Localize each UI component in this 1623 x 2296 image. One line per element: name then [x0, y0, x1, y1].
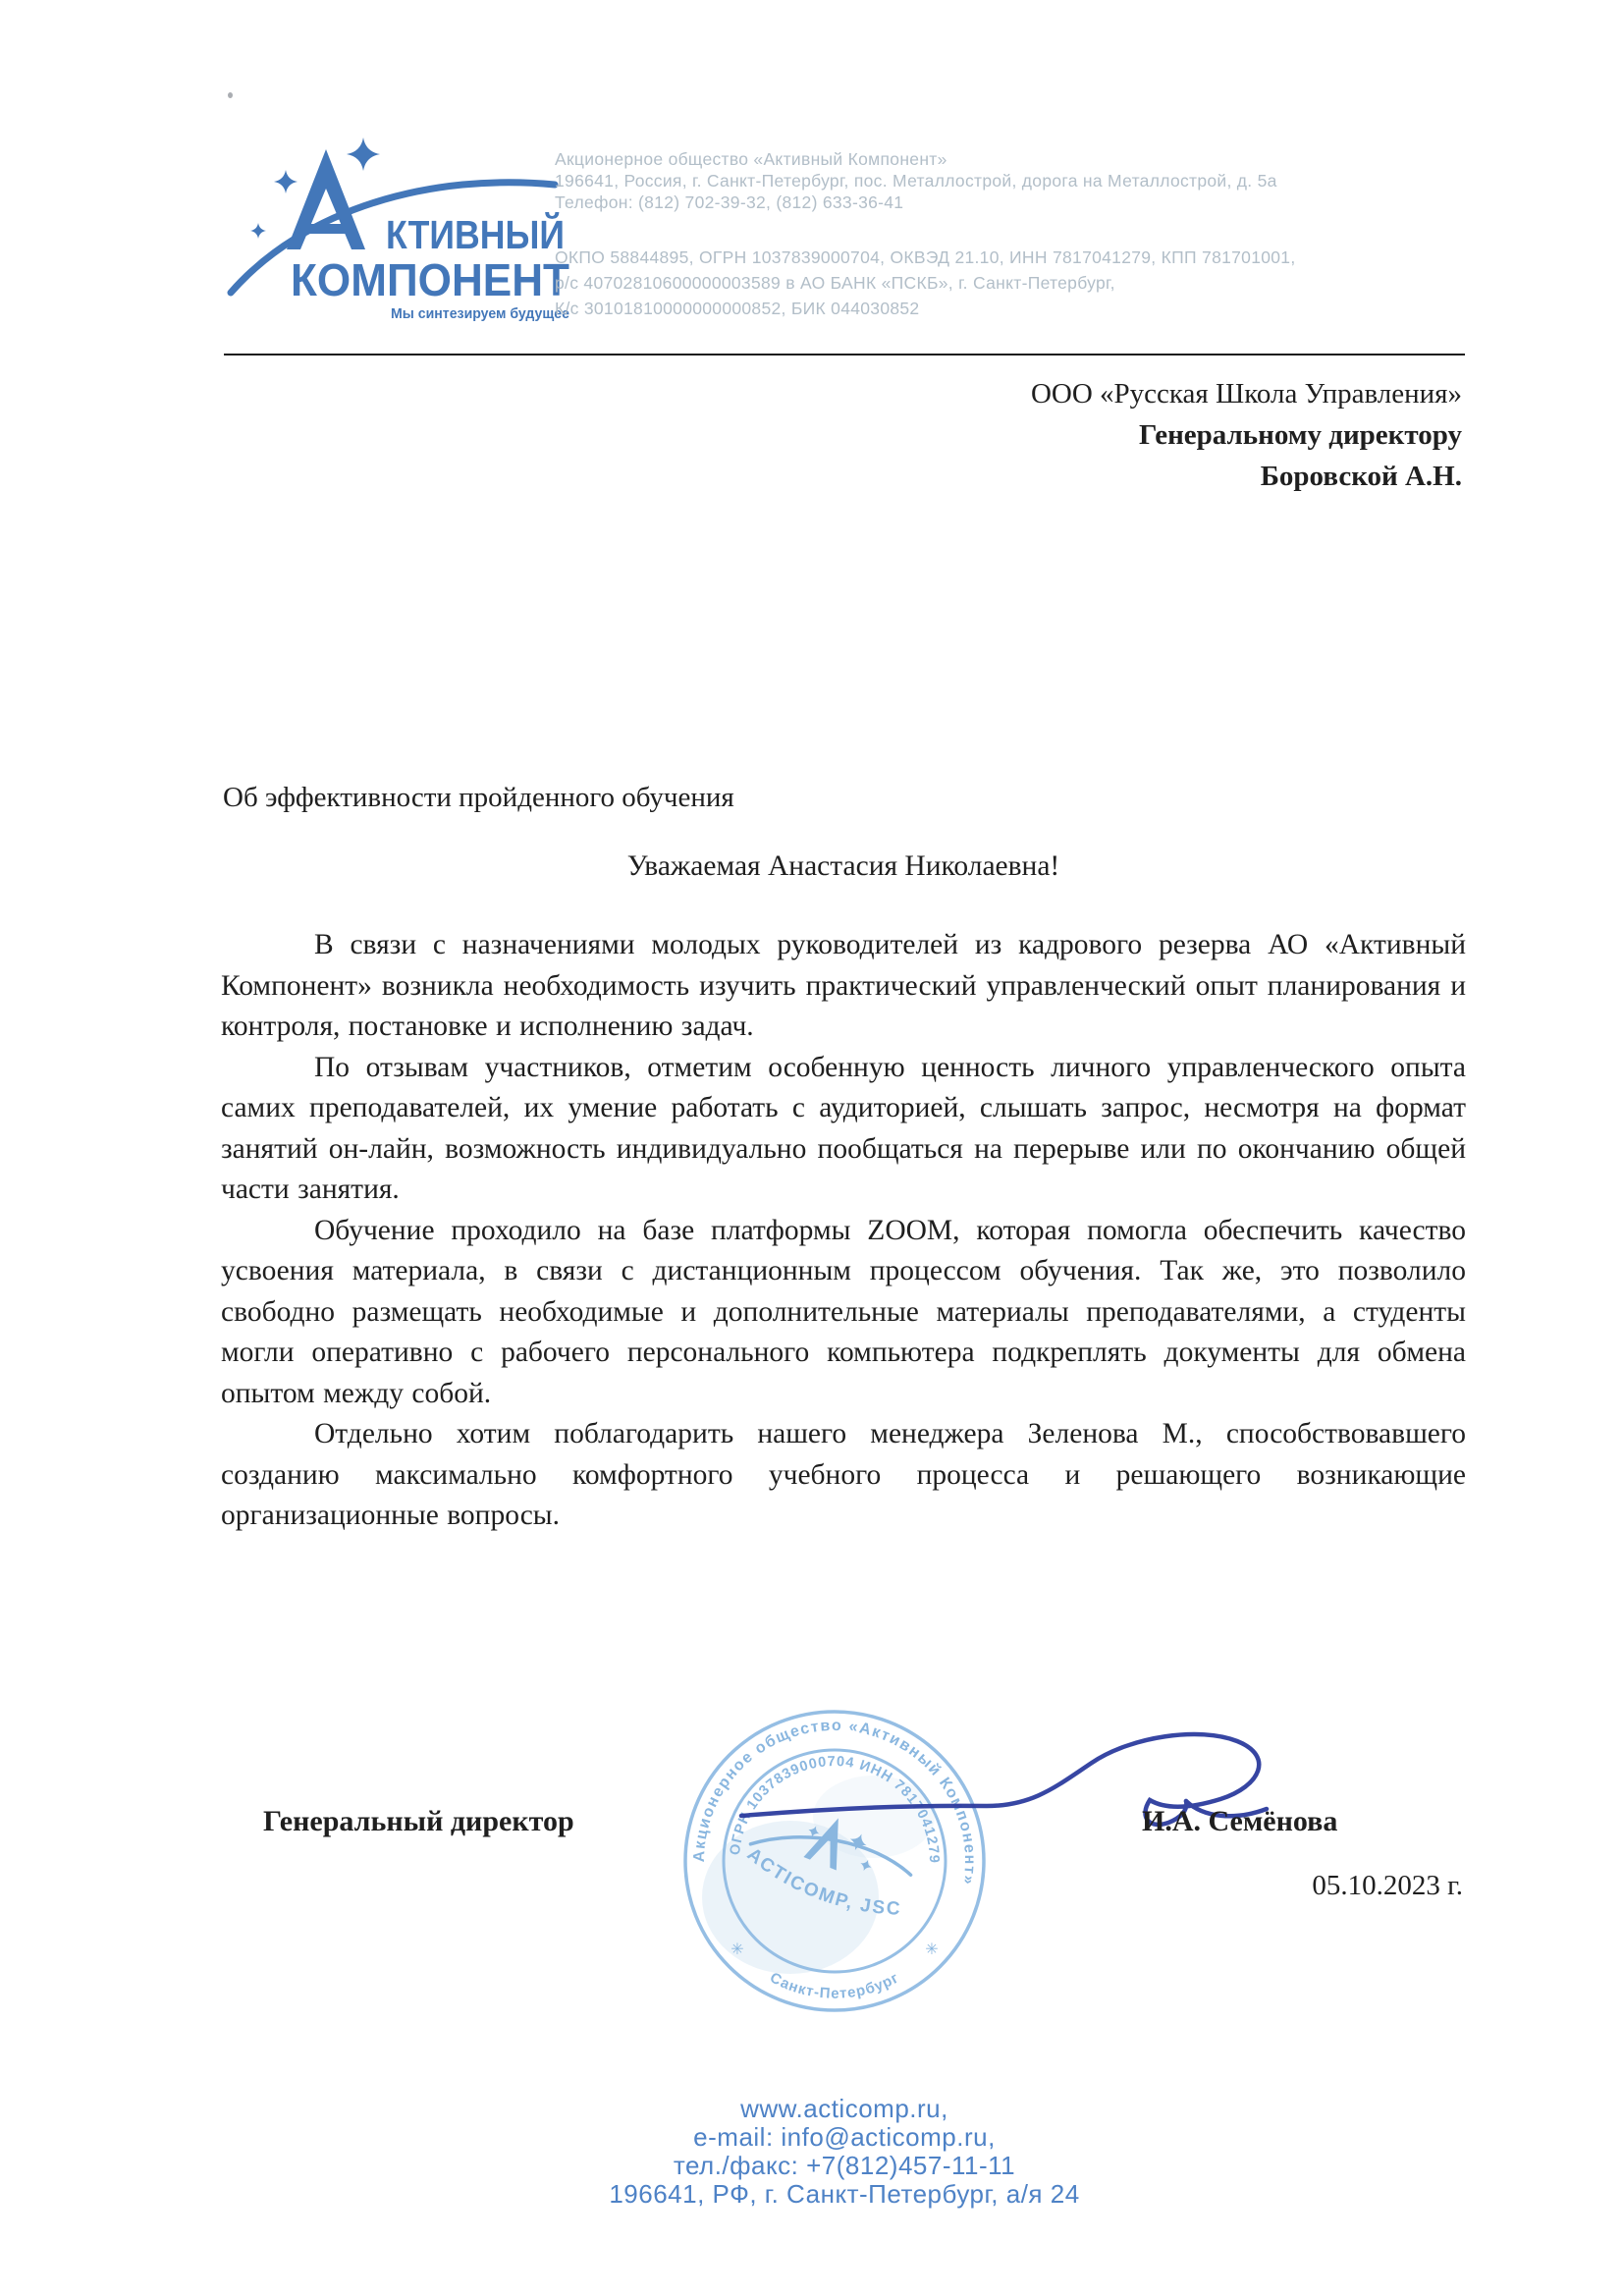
company-logo [147, 98, 579, 329]
salutation: Уважаемая Анастасия Николаевна! [626, 850, 1060, 882]
stamp-inner-text: ОГРН 1037839000704 ИНН 7817041279 [728, 1753, 943, 1865]
footer-address: 196641, РФ, г. Санкт-Петербург, а/я 24 [609, 2179, 1080, 2209]
footer-phone: тел./факс: +7(812)457-11-11 [673, 2151, 1016, 2180]
company-info-block [555, 148, 1277, 213]
body-paragraph: Обучение проходило на базе платформы ZOOM, которая помогла обеспечить качество усвоения материала, в связи с дистанционным процессом обучения. Так же, это позволило свободно размещать необходимые и дополнительные материалы преподавателями, а студенты могли оперативно с рабочего персонального компьютера подкреплять документы для обмена опытом между собой. [221, 1214, 1466, 1409]
stamp-ring-text-top: Акционерное общество «Активный Компонент» [690, 1717, 979, 1887]
company-requisites-line: ОКПО 58844895, ОГРН 1037839000704, ОКВЭД 21.10, ИНН 7817041279, КПП 781701001, [555, 247, 1296, 267]
logo-letter-a-crossbar [298, 224, 353, 234]
recipient-company: ООО «Русская Школа Управления» [1030, 378, 1462, 410]
logo-star-icon [347, 137, 380, 171]
logo-letter-a-icon [287, 149, 365, 249]
company-info-line: 196641, Россия, г. Санкт-Петербург, пос. Металлострой, дорога на Металлострой, д. 5а [555, 171, 1277, 191]
recipient-block [1031, 373, 1462, 497]
company-requisites-line: р/с 40702810600000003589 в АО БАНК «ПСКБ», г. Санкт-Петербург, [555, 273, 1115, 293]
stamp-ring-text-bottom: Санкт-Петербург [767, 1969, 902, 2002]
header-divider-line [224, 354, 1465, 355]
logo-wordmark-bottom: КОМПОНЕНТ [291, 254, 569, 305]
stamp-center-text: ACTICOMP, JSC [742, 1843, 902, 1920]
footer-block [422, 2095, 1267, 2209]
logo-star-icon [274, 170, 298, 193]
letter-body [221, 925, 1466, 1537]
body-paragraph: В связи с назначениями молодых руководителей из кадрового резерва АО «Активный Компонент» возникла необходимость изучить практический управленческий опыт планирования и контроля, постановке и исполнению задач. [221, 929, 1466, 1042]
company-requisites-line: К/с 30101810000000000852, БИК 044030852 [555, 299, 920, 318]
logo-tagline: Мы синтезируем будущее [391, 306, 569, 322]
body-paragraph: По отзывам участников, отметим особенную ценность личного управленческого опыта самих преподавателей, их умение работать с аудиторией, слышать запрос, несмотря на формат занятий он-лайн, возможность индивидуально пообщаться на перерыве или по окончанию общей части занятия. [221, 1051, 1466, 1205]
subject-line: Об эффективности пройденного обучения [223, 782, 734, 813]
footer-website: www.acticomp.ru, [740, 2094, 948, 2123]
logo-wordmark-top: КТИВНЫЙ [386, 212, 565, 257]
footer-email: e-mail: info@acticomp.ru, [693, 2122, 996, 2152]
signature-title: Генеральный директор [263, 1805, 574, 1837]
company-info-line: Телефон: (812) 702-39-32, (812) 633-36-41 [555, 192, 904, 212]
signature-name: И.А. Семёнова [1142, 1805, 1338, 1837]
company-requisites-block [555, 245, 1296, 321]
recipient-name: Боровской А.Н. [1260, 461, 1462, 492]
recipient-position: Генеральному директору [1138, 419, 1462, 451]
svg-text:Санкт-Петербург [767, 1969, 901, 2001]
stamp-asterisk: ✳ [925, 1941, 939, 1958]
stamp-asterisk: ✳ [730, 1941, 744, 1958]
body-paragraph: Отдельно хотим поблагодарить нашего менеджера Зеленова М., способствовавшего созданию максимально комфортного учебного процесса и решающего возникающие организационные вопросы. [221, 1418, 1466, 1531]
company-info-line: Акционерное общество «Активный Компонент» [555, 149, 947, 169]
pen-signature [687, 1723, 1316, 1881]
signature-date: 05.10.2023 г. [1312, 1870, 1463, 1901]
logo-star-icon [250, 223, 266, 239]
